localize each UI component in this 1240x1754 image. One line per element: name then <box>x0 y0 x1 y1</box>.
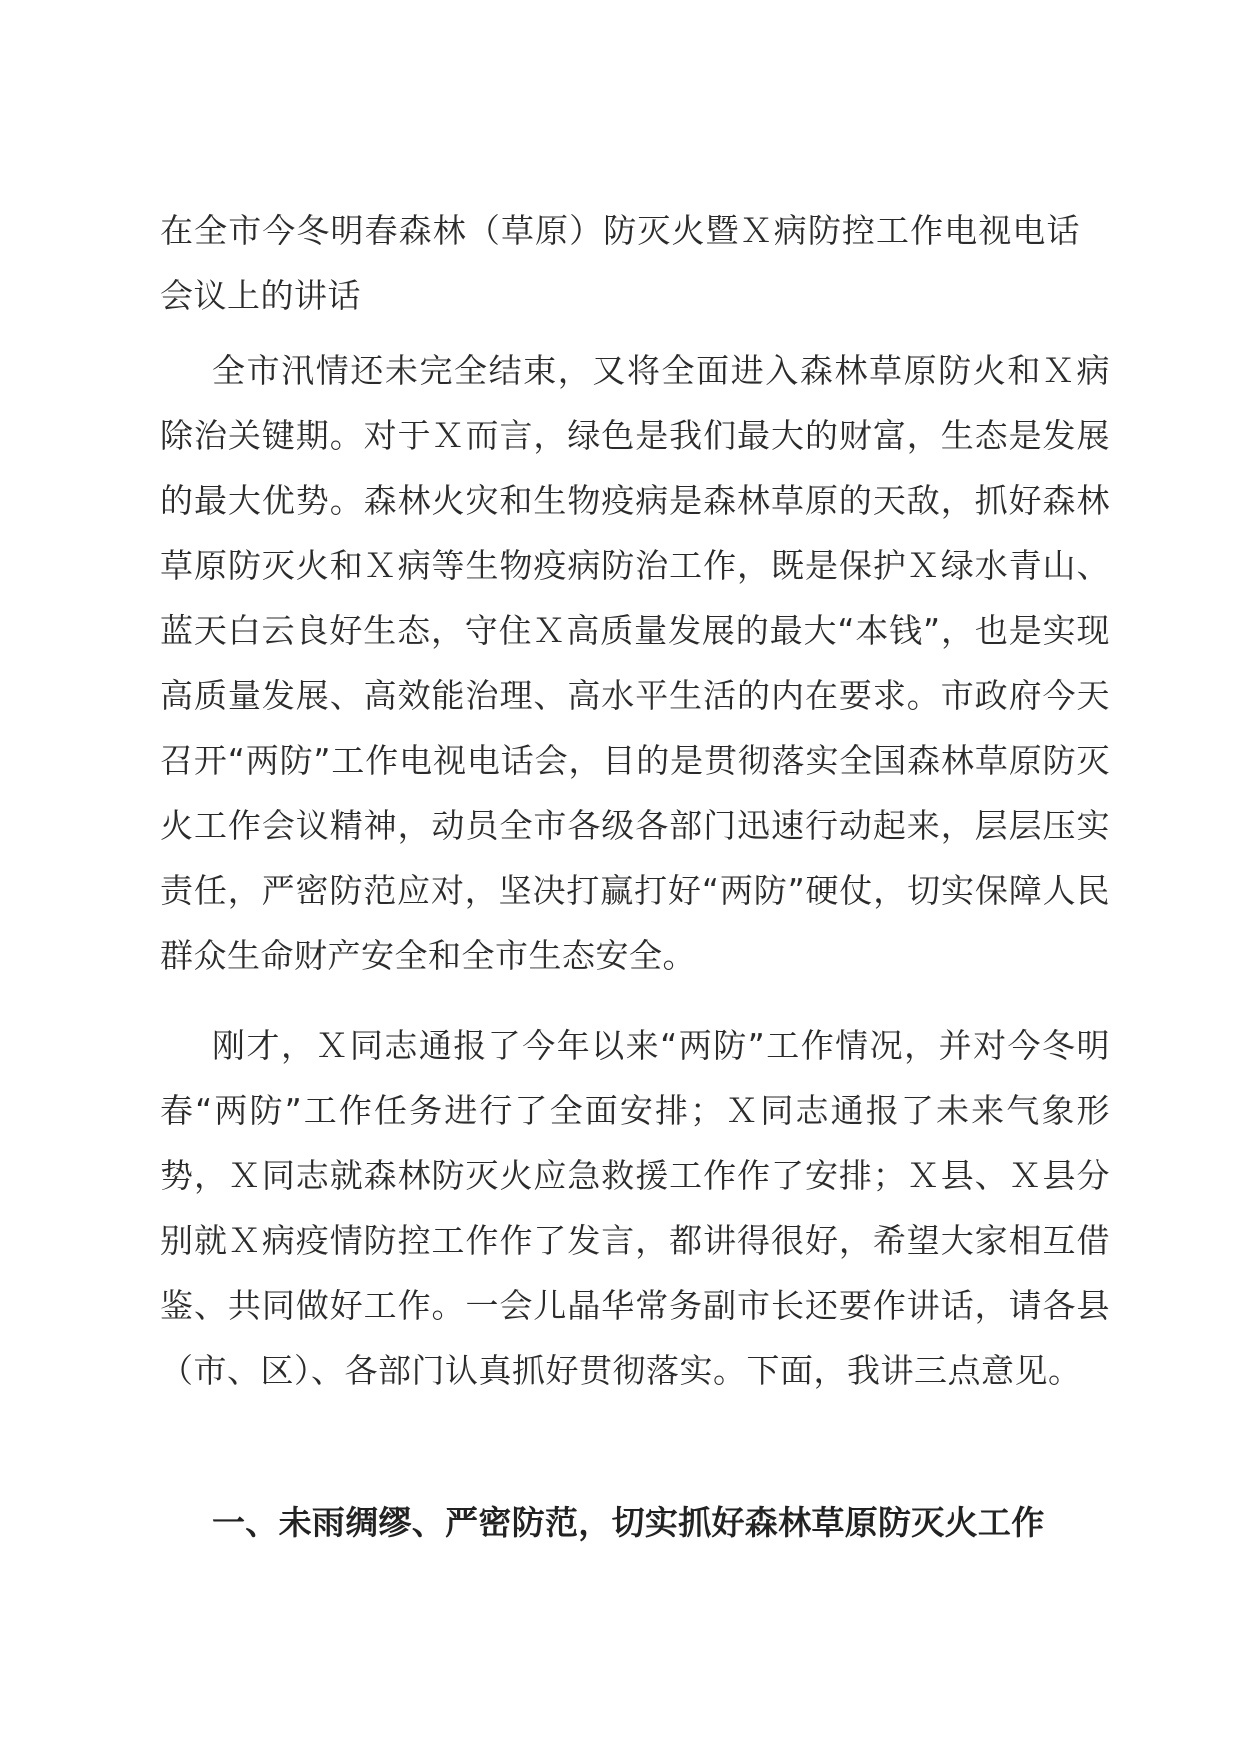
paragraph-2: 刚才，Ｘ同志通报了今年以来“两防”工作情况，并对今冬明春“两防”工作任务进行了全面安排；Ｘ同志通报了未来气象形势，Ｘ同志就森林防灭火应急救援工作作了安排；Ｘ县、Ｘ县分别就Ｘ病疫情防控工作作了发言，都讲得很好，希望大家相互借鉴、共同做好工作。一会儿晶华常务副市长还要作讲话，请各县（市、区）、各部门认真抓好贯彻落实。下面，我讲三点意见。 <box>160 1026 1110 1390</box>
paragraph-1: 全市汛情还未完全结束，又将全面进入森林草原防火和Ｘ病除治关键期。对于Ｘ而言，绿色是我们最大的财富，生态是发展的最大优势。森林火灾和生物疫病是森林草原的天敌，抓好森林草原防灭火和Ｘ病等生物疫病防治工作，既是保护Ｘ绿水青山、蓝天白云良好生态，守住Ｘ高质量发展的最大“本钱”，也是实现高质量发展、高效能治理、高水平生活的内在要求。市政府今天召开“两防”工作电视电话会，目的是贯彻落实全国森林草原防灭火工作会议精神，动员全市各级各部门迅速行动起来，层层压实责任，严密防范应对，坚决打赢打好“两防”硬仗，切实保障人民群众生命财产安全和全市生态安全。 <box>160 351 1110 975</box>
section-heading-1: 一、未雨绸缪、严密防范，切实抓好森林草原防灭火工作 <box>212 1503 1045 1542</box>
document-title: 在全市今冬明春森林（草原）防灭火暨Ｘ病防控工作电视电话会议上的讲话 <box>160 211 1080 315</box>
